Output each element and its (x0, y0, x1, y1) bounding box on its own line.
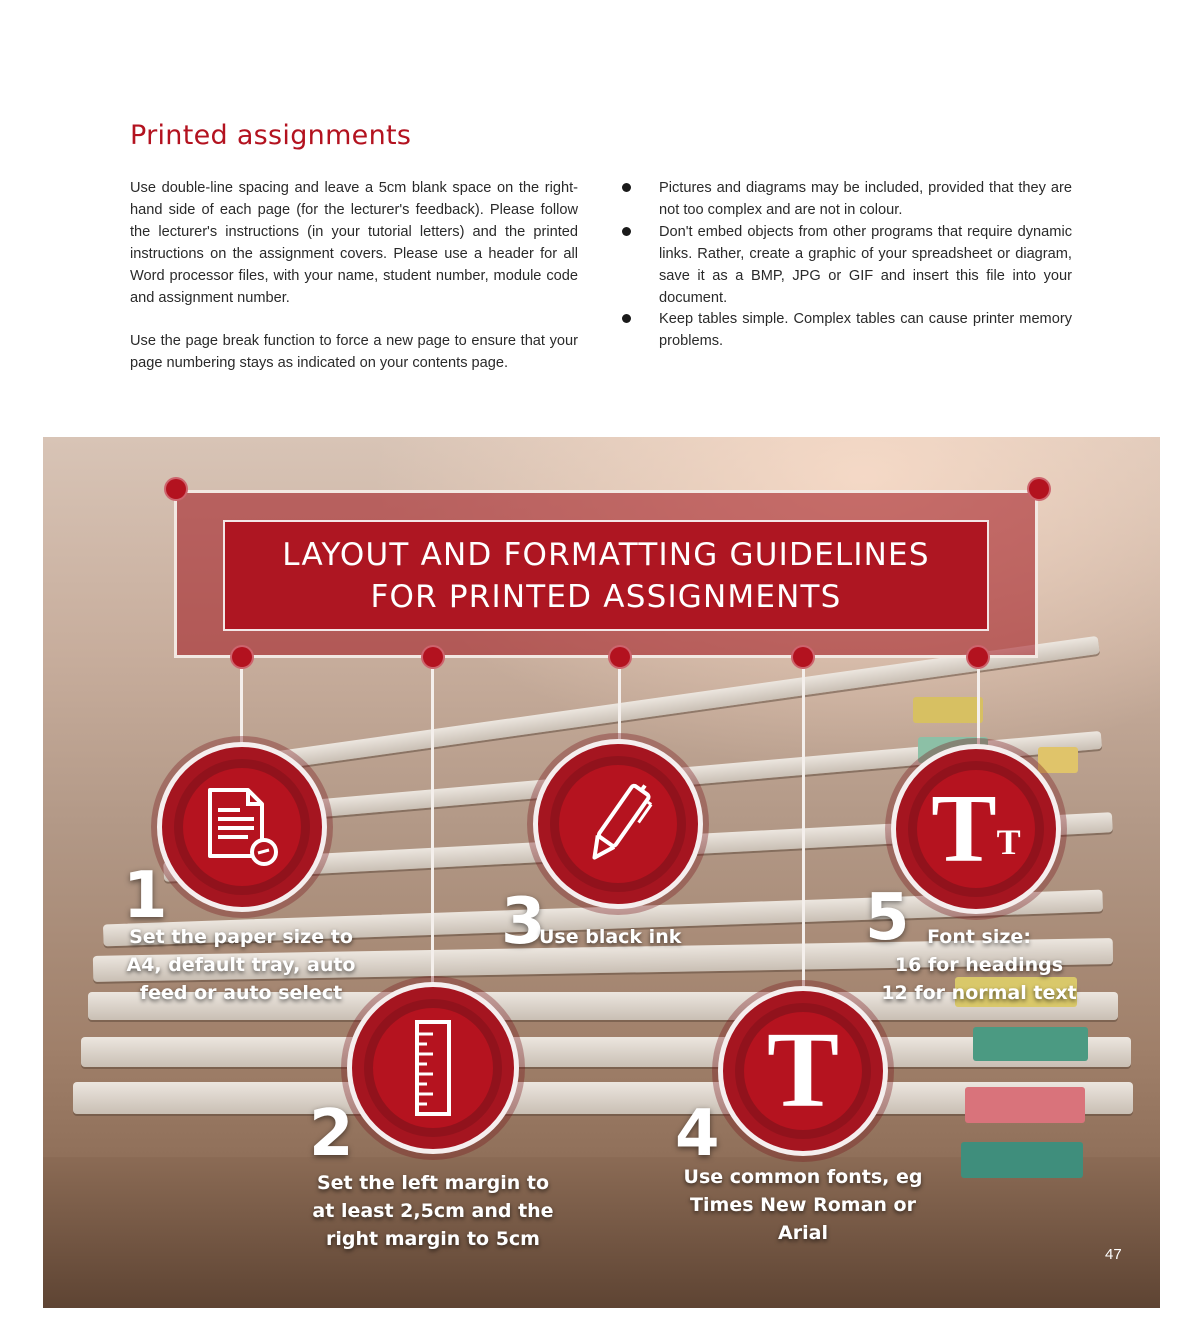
file-tab (961, 1142, 1083, 1178)
ruler-icon (413, 1020, 453, 1116)
paragraph-spacing: Use double-line spacing and leave a 5cm blank space on the right-hand side of each page (for the lecturer's feedback). Please follow the lecturer's instructions (in your tutorial letters) and the printed instructions on the assignment covers. Please use a header for all Word processor files, with your name, student number, module code and assignment number. (130, 180, 578, 306)
connector-dot (966, 645, 990, 669)
connector-line (240, 669, 243, 747)
bullet-icon (622, 183, 631, 192)
step-4-caption: Use common fonts, eg Times New Roman or Arial (683, 1166, 923, 1244)
step-1-caption: Set the paper size to A4, default tray, auto feed or auto select (126, 926, 356, 1004)
step-5-number: 5 (865, 881, 910, 955)
connector-dot (230, 645, 254, 669)
bullet-icon (622, 314, 631, 323)
large-t-glyph: T (931, 774, 997, 883)
banner (223, 520, 989, 631)
step-3-number: 3 (501, 885, 546, 959)
file-tab (973, 1027, 1088, 1061)
step-4-number: 4 (675, 1097, 720, 1171)
list-item: Don't embed objects from other programs that require dynamic links. Rather, create a graphic of your spreadsheet or diagram, save it as a BMP, JPG or GIF and insert this file into your document. (622, 222, 1072, 310)
banner-title-line-2: FOR PRINTED ASSIGNMENTS (370, 578, 842, 615)
step-3-badge (533, 739, 703, 909)
section-title: Printed assignments (130, 120, 412, 151)
list-item: Keep tables simple. Complex tables can cause printer memory problems. (622, 309, 1072, 353)
connector-dot (421, 645, 445, 669)
file-tab (1038, 747, 1078, 773)
banner-corner-dot (1027, 477, 1051, 501)
step-2-number: 2 (309, 1097, 354, 1171)
step-1-number: 1 (123, 859, 168, 933)
step-3-caption: Use black ink (539, 926, 682, 948)
paragraph-page-break: Use the page break function to force a new page to ensure that your page numbering stays as indicated on your contents page. (130, 333, 578, 372)
step-5-badge (891, 744, 1061, 914)
connector-dot (608, 645, 632, 669)
list-item: Pictures and diagrams may be included, provided that they are not too complex and are not in colour. (622, 178, 1072, 222)
step-5-caption: Font size: 16 for headings 12 for normal text (881, 926, 1077, 1004)
table-surface (43, 1157, 1160, 1308)
banner-title-line-1: LAYOUT AND FORMATTING GUIDELINES (282, 536, 930, 573)
bullet-icon (622, 227, 631, 236)
document-icon (204, 786, 280, 868)
step-4-badge (718, 986, 888, 1156)
connector-line (431, 669, 434, 987)
serif-t-icon: T (766, 1010, 840, 1130)
banner-corner-dot (164, 477, 188, 501)
file-tab (913, 697, 983, 723)
step-2-caption: Set the left margin to at least 2,5cm and the right margin to 5cm (312, 1172, 554, 1250)
page-number: 47 (1105, 1246, 1122, 1263)
file-tab (965, 1087, 1085, 1123)
connector-dot (791, 645, 815, 669)
step-1-badge (157, 742, 327, 912)
small-t-glyph: T (996, 821, 1021, 862)
left-column (130, 178, 578, 397)
infographic (43, 437, 1160, 1308)
right-column (622, 178, 1072, 353)
font-size-icon (917, 770, 1035, 888)
step-2-badge (347, 982, 519, 1154)
connector-line (802, 669, 805, 991)
pen-icon (578, 777, 658, 871)
bullet-list (622, 178, 1072, 353)
